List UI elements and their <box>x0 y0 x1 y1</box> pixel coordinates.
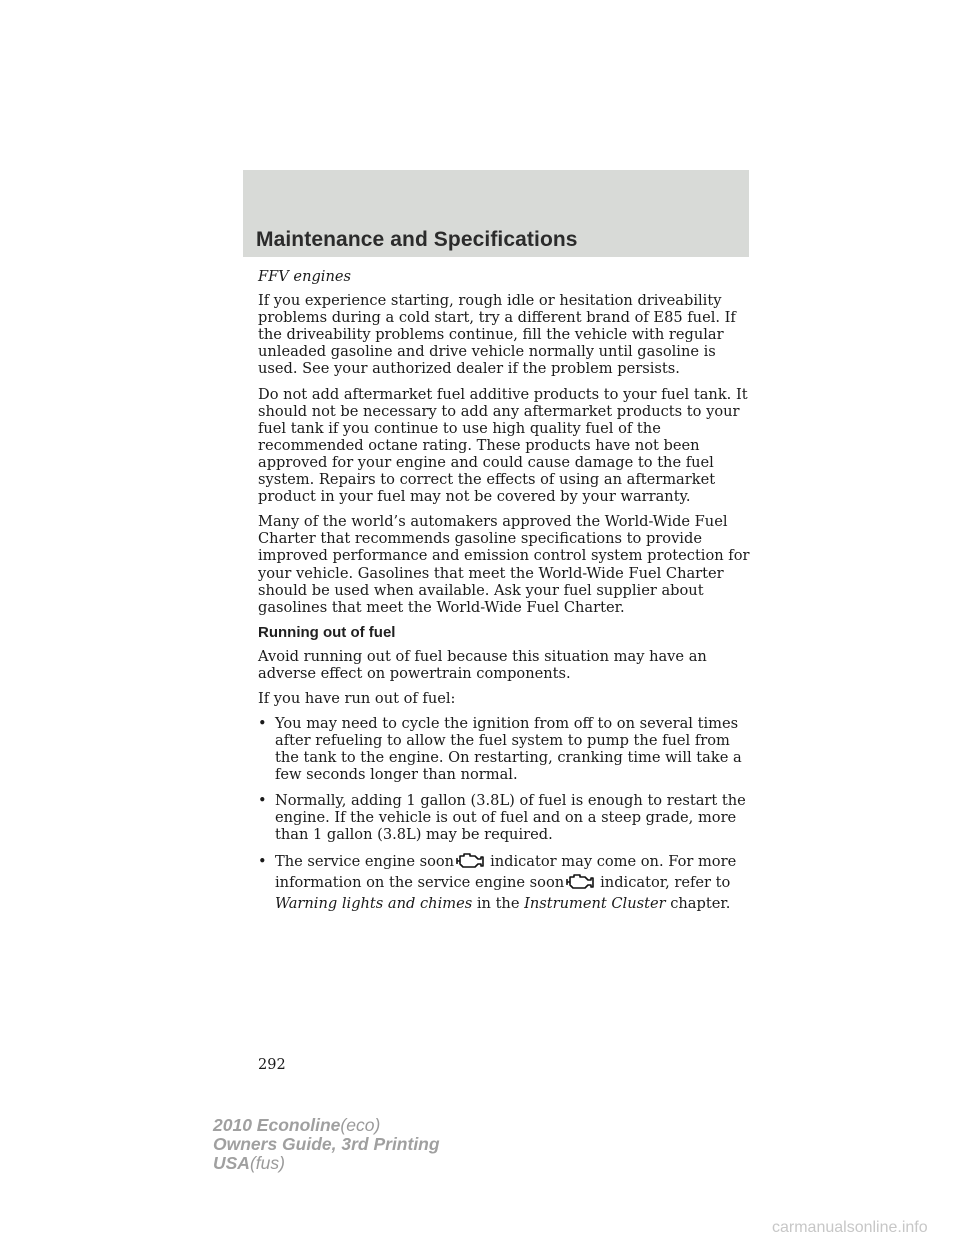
bullet-text-part: in the <box>476 894 520 912</box>
bullet-text-part: indicator may come on. For more information on the service engine soon <box>275 852 737 891</box>
bullet-dot: • <box>258 791 267 809</box>
paragraph-avoid-running-out: Avoid running out of fuel because this situation may have an adverse effect on powertrain components. <box>258 647 707 682</box>
watermark-text: carmanualsonline.info <box>772 1219 928 1236</box>
page-number: 292 <box>258 1057 286 1073</box>
reference-instrument-cluster[interactable]: Instrument Cluster <box>524 894 666 912</box>
check-engine-icon <box>565 872 595 891</box>
bullet-text-part: The service engine soon <box>275 852 455 870</box>
footer-model: 2010 Econoline <box>213 1115 341 1135</box>
bullet-text-part: indicator, refer to <box>600 873 731 891</box>
paragraph-fuel-additives: Do not add aftermarket fuel additive products to your fuel tank. It should not be necessary to add any aftermarket products to your fuel tank if you continue to use high quality fuel of the recommended octane rating. These products have not been approved for your engine and could cause damage to the fuel system. Repairs to correct the effects of using an aftermarket product in your fuel may not be covered by your warranty. <box>258 385 748 506</box>
section-heading-running-out: Running out of fuel <box>258 623 396 641</box>
list-item <box>258 792 758 843</box>
list-item <box>258 851 758 914</box>
bullet-text-part: chapter. <box>670 894 731 912</box>
reference-warning-lights[interactable]: Warning lights and chimes <box>275 894 473 912</box>
chapter-title: Maintenance and Specifications <box>256 228 578 251</box>
footer-guide: Owners Guide, 3rd Printing <box>213 1134 440 1154</box>
page-content <box>258 268 758 922</box>
footer-market: USA <box>213 1153 250 1173</box>
check-engine-icon <box>455 851 485 870</box>
paragraph-if-run-out: If you have run out of fuel: <box>258 690 456 708</box>
document-footer <box>213 1116 440 1173</box>
ffv-engines-subheading: FFV engines <box>258 268 351 285</box>
bullet-list <box>258 715 758 914</box>
chapter-header-band <box>243 170 749 257</box>
list-item <box>258 715 758 783</box>
footer-market-code: (fus) <box>249 1153 285 1173</box>
footer-model-code: (eco) <box>340 1115 381 1135</box>
bullet-text: You may need to cycle the ignition from off to on several times after refueling to allow the fuel system to pump the fuel from the tank to the engine. On restarting, cranking time will take a few seconds longer than normal. <box>275 715 742 784</box>
bullet-text: Normally, adding 1 gallon (3.8L) of fuel is enough to restart the engine. If the vehicle is out of fuel and on a steep grade, more than 1 gallon (3.8L) may be required. <box>275 791 746 843</box>
paragraph-fuel-charter: Many of the world’s automakers approved the World-Wide Fuel Charter that recommends gasoline specifications to provide improved performance and emission control system protection for your vehicle. Gasolines that meet the World-Wide Fuel Charter should be used when available. Ask your fuel supplier about gasolines that meet the World-Wide Fuel Charter. <box>258 513 750 616</box>
paragraph-ffv-driveability: If you experience starting, rough idle or hesitation driveability problems during a cold start, try a different brand of E85 fuel. If the driveability problems continue, fill the vehicle with regular unleaded gasoline and drive vehicle normally until gasoline is used. See your authorized dealer if the problem persists. <box>258 292 736 378</box>
bullet-dot: • <box>258 852 267 870</box>
bullet-dot: • <box>258 715 267 733</box>
